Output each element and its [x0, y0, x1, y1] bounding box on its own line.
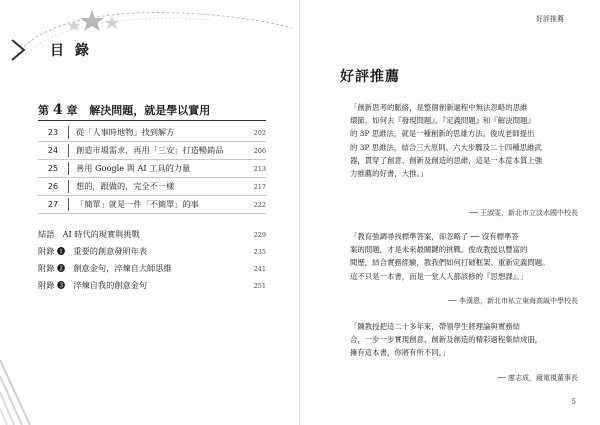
quote-attribution: ── 王淑雯，新北市立淡水國中校長: [469, 209, 578, 217]
appendix-entry[interactable]: [38, 226, 266, 243]
entry-title: 想的，跟做的，完全不一樣: [76, 181, 175, 191]
running-head: 好評推薦: [536, 15, 564, 23]
entry-page: 222: [253, 200, 266, 209]
appendix-title: 附錄 ❷ 創意金句，淬煉自大師思維: [38, 263, 172, 273]
quote-line: 擁有這本書，你將有所不同。」: [350, 348, 450, 358]
appendix-entry[interactable]: [38, 260, 266, 277]
divider: [68, 198, 69, 211]
divider: [68, 180, 69, 193]
divider: [68, 144, 69, 157]
chapter-rule: [38, 120, 266, 121]
entry-title: 「簡單」就是一件「不簡單」的事: [76, 199, 199, 209]
quote-line: 閱歷，結合實務經驗，教我們如何打破框架、重新定義問題。: [350, 258, 550, 268]
toc-entry[interactable]: [38, 178, 266, 196]
quote-attribution: ── 李漢恩，新北市私立東海高級中學校長: [448, 297, 578, 305]
appendix-page: 235: [253, 247, 266, 256]
chapter-label-prefix: 第: [38, 104, 49, 117]
toc-list: [38, 124, 266, 214]
corner-stripes-ornament: [0, 340, 40, 425]
appendix-title: 附錄 ❸ 淬煉自我的創意金句: [38, 280, 148, 290]
quote-line: 環節，如何去『發現問題』、『定義問題』和『解決問題』: [350, 116, 535, 126]
entry-title: 創造市場需求，再用「三安」打造暢銷品: [76, 145, 224, 155]
recommendations-title: 好評推薦: [340, 69, 400, 85]
divider: [68, 162, 69, 175]
entry-title: 從「人事時地物」找到解方: [76, 127, 175, 137]
entry-number: 24: [47, 146, 59, 155]
right-page: [300, 0, 600, 425]
quote-line: 「教育強調尋找標準答案，卻忽略了 ── 沒有標準答: [350, 232, 519, 241]
chapter-heading: [38, 102, 210, 118]
entry-title: 善用 Google 與 AI 工具的力量: [76, 163, 191, 173]
quote-line: 力推薦的好書，大推。」: [350, 169, 428, 179]
toc-entry[interactable]: [38, 196, 266, 214]
quote-block: [350, 230, 572, 283]
appendix-page: 241: [253, 264, 266, 273]
entry-number: 27: [47, 200, 59, 209]
entry-page: 206: [253, 146, 266, 155]
star-swoosh-ornament: [0, 0, 300, 70]
toc-title: 目 錄: [50, 43, 92, 59]
quote-line: 這不只是一本書，而是一堂人人都該修的『思想課』。」: [350, 271, 528, 281]
appendix-page: 251: [253, 281, 266, 290]
entry-number: 23: [47, 128, 59, 137]
quote-line: 案的問題，才是未來最關鍵的挑戰。俊成教授以豐富的: [350, 245, 528, 255]
entry-page: 217: [253, 182, 266, 191]
chapter-label-suffix: 章: [66, 104, 78, 117]
chapter-title: 解決問題，就是學以實用: [89, 104, 211, 117]
appendix-entry[interactable]: [38, 243, 266, 260]
quote-block: [350, 320, 572, 360]
entry-number: 25: [47, 164, 59, 173]
entry-number: 26: [47, 182, 59, 191]
appendix-title: 附錄 ❶ 重要的創意發明年表: [38, 246, 148, 256]
quote-line: 「創新思考的脈絡，是整個創新過程中無法忽略的思維: [350, 103, 528, 112]
toc-entry[interactable]: [38, 142, 266, 160]
toc-entry[interactable]: [38, 160, 266, 178]
entry-page: 202: [253, 128, 266, 137]
page-number: 5: [571, 398, 576, 406]
quote-block: [350, 101, 572, 180]
appendix-entry[interactable]: [38, 277, 266, 294]
quote-line: 合，一步一步實現創意、創新及創造的精彩過程集結成冊，: [350, 335, 543, 345]
quote-line: 「陳教授把這二十多年來，帶領學生將理論與實務結: [350, 322, 520, 331]
quote-line: 器，貫穿了創意、創新及創造的思維，這是一本從本質上強: [350, 155, 543, 165]
quote-attribution: ── 廖志成，鏡電視董事長: [497, 374, 578, 382]
chapter-number: 4: [52, 102, 63, 118]
divider: [68, 126, 69, 139]
toc-entry[interactable]: [38, 124, 266, 142]
appendix-list: [38, 226, 266, 294]
quote-line: 的 3P 思維法，就是一種創新的思維方法。俊成老師提出: [350, 129, 535, 139]
appendix-page: 229: [253, 230, 266, 239]
appendix-title: 結語 AI 時代的現實與挑戰: [38, 229, 140, 239]
entry-page: 213: [253, 164, 266, 173]
quote-line: 的 3P 思維法，結合三大原則、六大步驟及二十四種思維武: [350, 142, 542, 152]
